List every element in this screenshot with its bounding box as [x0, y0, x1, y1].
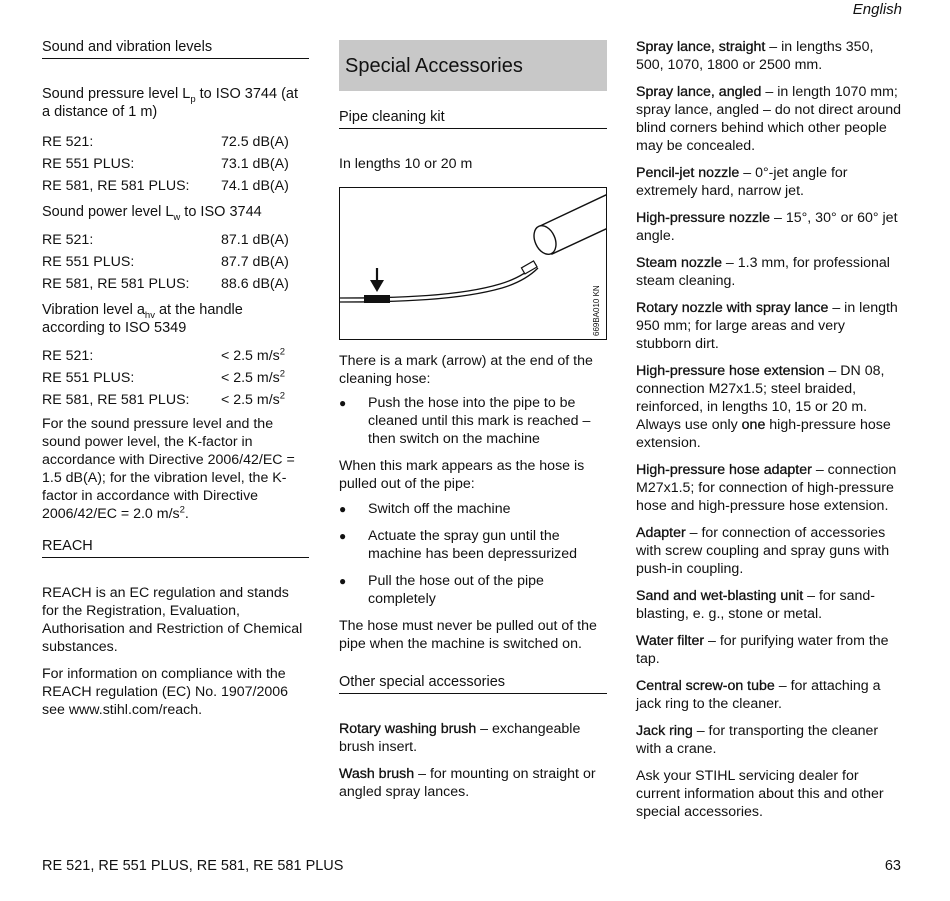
- table-row: RE 581, RE 581 PLUS: 74.1 dB(A): [42, 178, 289, 194]
- other-accessories-heading: Other special accessories: [339, 673, 607, 694]
- never-pull-paragraph: The hose must never be pulled out of the pipe when the machine is switched on.: [339, 618, 597, 652]
- accessory-item: Central screw-on tube – for attaching a jack ring to the cleaner.: [636, 678, 881, 712]
- sound-power-heading: Sound power level $L_w$ to ISO 3744: [42, 204, 262, 223]
- bullet-list-steps: [339, 500, 607, 608]
- pipe-hose-illustration: [340, 188, 606, 339]
- reach-heading: REACH: [42, 537, 309, 558]
- accessory-item: High-pressure nozzle – 15°, 30° or 60° jet angle.: [636, 210, 898, 244]
- reach-paragraph: REACH is an EC regulation and stands for the Registration, Evaluation, Authorisation and Restriction of Chemical substances.: [42, 585, 303, 655]
- pipe-cleaning-figure: [339, 187, 607, 340]
- page-number: 63: [884, 858, 901, 874]
- section-banner: Special Accessories: [339, 40, 607, 91]
- bullet-list-push: [339, 394, 607, 448]
- accessory-item: Rotary nozzle with spray lance – in length 950 mm; for large areas and very stubborn dirt.: [636, 300, 898, 352]
- hose-icon: [340, 261, 538, 303]
- list-item: ● Pull the hose out of the pipe completely: [339, 572, 607, 608]
- mark-paragraph: There is a mark (arrow) at the end of the cleaning hose:: [339, 353, 593, 387]
- language-label: English: [852, 1, 902, 18]
- ask-dealer-paragraph: Ask your STIHL servicing dealer for current information about this and other special accessories.: [636, 768, 884, 820]
- kfactor-paragraph: For the sound pressure level and the sound power level, the K-factor in accordance with Directive 2006/42/EC = 1.5 dB(A); for the vibration level, the K-factor in accordance with Directive 2006/42/EC = 2.0 $m/s^2$.: [42, 416, 295, 522]
- list-item: ● Push the hose into the pipe to be cleaned until this mark is reached – then switch on the machine: [339, 394, 607, 448]
- accessory-item: Jack ring – for transporting the cleaner with a crane.: [636, 723, 879, 757]
- table-row: RE 521: 72.5 dB(A): [42, 134, 289, 150]
- table-row: RE 521: < 2.5 $m/s^2$: [42, 346, 286, 364]
- column-sound-levels: [42, 38, 309, 719]
- accessory-item: Pencil-jet nozzle – 0°-jet angle for extremely hard, narrow jet.: [636, 165, 848, 199]
- reach-info-paragraph: For information on compliance with the REACH regulation (EC) No. 1907/2006 see www.stihl.com/reach.: [42, 666, 289, 718]
- column-accessory-list: [636, 38, 904, 821]
- figure-code: 669BA010 KN: [592, 285, 601, 336]
- list-item: ● Actuate the spray gun until the machine has been depressurized: [339, 527, 607, 563]
- accessory-item-hose-extension: High-pressure hose extension – DN 08, connection M27x1.5; steel braided, reinforced, in lengths 10, 15 or 20 m. Always use only one high-pressure hose extension.: [636, 363, 891, 451]
- accessory-item: Adapter – for connection of accessories with screw coupling and spray guns with push-in coupling.: [636, 525, 890, 577]
- arrow-down-icon: [370, 268, 384, 292]
- accessory-item: High-pressure hose adapter – connection M27x1.5; for connection of high-pressure hose and high-pressure hose extension.: [636, 462, 897, 514]
- table-row: RE 551 PLUS: < 2.5 $m/s^2$: [42, 368, 286, 386]
- table-row: RE 521: 87.1 dB(A): [42, 232, 289, 248]
- pipe-cleaning-heading: Pipe cleaning kit: [339, 108, 607, 129]
- sound-levels-heading: Sound and vibration levels: [42, 38, 309, 59]
- table-row: RE 581, RE 581 PLUS: 88.6 dB(A): [42, 276, 289, 292]
- column-accessories: [339, 38, 607, 801]
- table-row: RE 581, RE 581 PLUS: < 2.5 $m/s^2$: [42, 390, 286, 408]
- accessory-item: Water filter – for purifying water from the tap.: [636, 633, 889, 667]
- accessory-item: Sand and wet-blasting unit – for sand-blasting, e. g., stone or metal.: [636, 588, 875, 622]
- accessory-item: Steam nozzle – 1.3 mm, for professional steam cleaning.: [636, 255, 890, 289]
- accessory-item: Spray lance, straight – in lengths 350, 500, 1070, 1800 or 2500 mm.: [636, 39, 874, 73]
- accessory-item: Wash brush – for mounting on straight or angled spray lances.: [339, 766, 596, 800]
- footer-models: RE 521, RE 551 PLUS, RE 581, RE 581 PLUS: [42, 858, 344, 874]
- table-row: RE 551 PLUS: 87.7 dB(A): [42, 254, 289, 270]
- table-row: RE 551 PLUS: 73.1 dB(A): [42, 156, 289, 172]
- vibration-table: [42, 345, 309, 411]
- list-item: ● Switch off the machine: [339, 500, 607, 518]
- mark-out-paragraph: When this mark appears as the hose is pulled out of the pipe:: [339, 458, 585, 492]
- sound-power-table: [42, 229, 309, 295]
- pipe-icon: [530, 194, 606, 258]
- sound-pressure-heading: Sound pressure level $L_p$ to ISO 3744 (at a distance of 1 m): [42, 86, 298, 120]
- accessory-item: Spray lance, angled – in length 1070 mm; spray lance, angled – do not direct around blind corners behind which other people may be concealed.: [636, 84, 902, 154]
- sound-pressure-table: [42, 131, 309, 197]
- vibration-heading: Vibration level $a_{hv}$ at the handle according to ISO 5349: [42, 302, 243, 336]
- lengths-text: In lengths 10 or 20 m: [339, 156, 473, 172]
- accessory-item: Rotary washing brush – exchangeable brush insert.: [339, 721, 581, 755]
